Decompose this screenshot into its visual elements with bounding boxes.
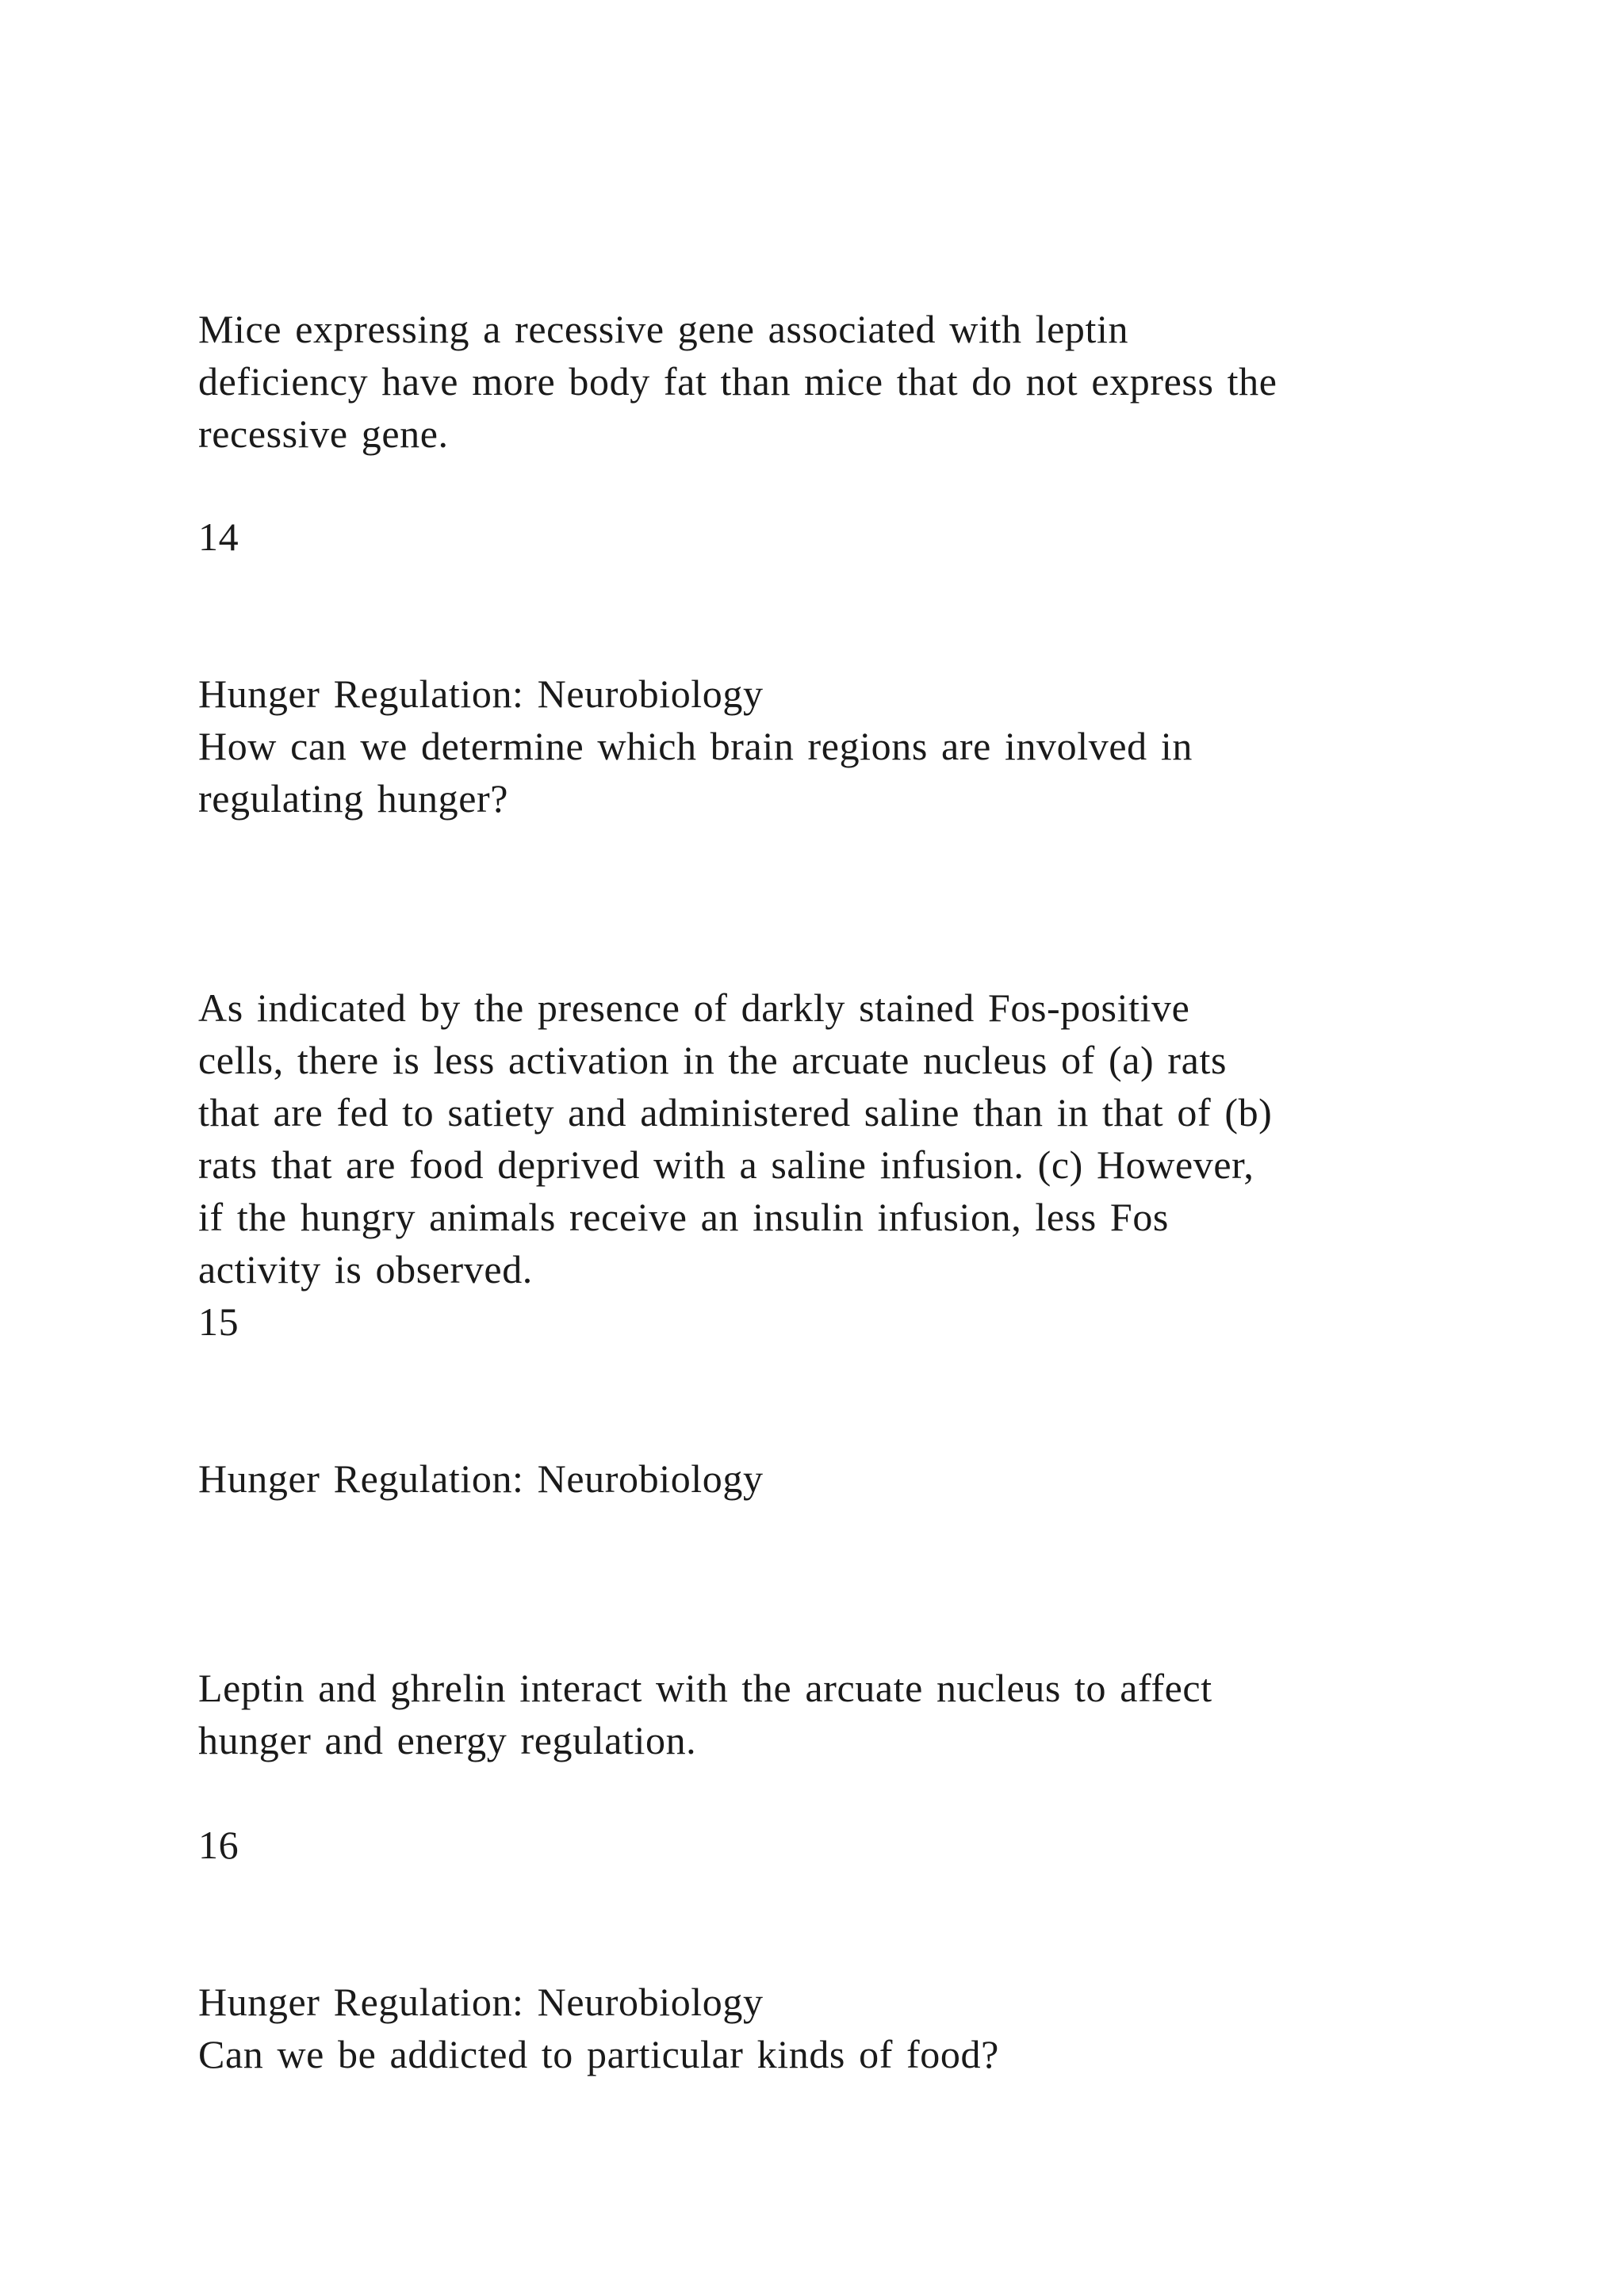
- text-line: Mice expressing a recessive gene associated with leptin: [198, 307, 1129, 351]
- text-line: How can we determine which brain regions are involved in: [198, 724, 1193, 768]
- question-food-addiction: Can we be addicted to particular kinds of food?: [198, 2032, 999, 2076]
- text-line: deficiency have more body fat than mice that do not express the: [198, 359, 1277, 404]
- page-number: 15: [198, 1299, 239, 1344]
- text-line: As indicated by the presence of darkly stained Fos-positive: [198, 985, 1190, 1030]
- text-line: activity is observed.: [198, 1247, 533, 1292]
- text-line: rats that are food deprived with a saline infusion. (c) However,: [198, 1142, 1254, 1187]
- text-line: Leptin and ghrelin interact with the arcuate nucleus to affect: [198, 1666, 1212, 1710]
- section-heading: Hunger Regulation: Neurobiology: [198, 1980, 764, 2024]
- text-line: cells, there is less activation in the arcuate nucleus of (a) rats: [198, 1038, 1228, 1082]
- text-line: that are fed to satiety and administered saline than in that of (b): [198, 1090, 1273, 1135]
- section-heading: Hunger Regulation: Neurobiology: [198, 672, 764, 716]
- text-line: if the hungry animals receive an insulin infusion, less Fos: [198, 1195, 1169, 1239]
- text-line: recessive gene.: [198, 411, 449, 456]
- section-heading: Hunger Regulation: Neurobiology: [198, 1456, 764, 1501]
- page-number: 16: [198, 1823, 239, 1867]
- text-line: hunger and energy regulation.: [198, 1718, 697, 1762]
- text-line: regulating hunger?: [198, 776, 509, 821]
- page-number: 14: [198, 515, 239, 559]
